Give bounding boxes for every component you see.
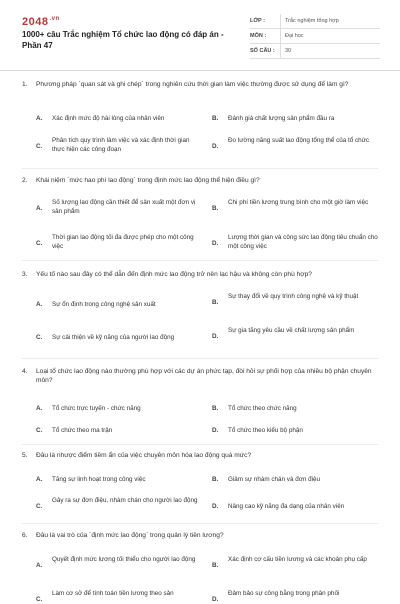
meta-table xyxy=(250,14,380,59)
question-text: Đâu là nhược điểm tiềm ẩn của việc chuyên môn hóa lao động quá mức? xyxy=(36,452,252,459)
meta-label: SỐ CÂU : xyxy=(250,48,275,54)
question-number: 6. xyxy=(22,532,28,539)
question-text: Phương pháp `quan sát và ghi chép` trong nghiên cứu thời gian làm việc thường được sử dụng để làm gì? xyxy=(36,81,349,88)
question-text: Đâu là vai trò của `định mức lao động` trong quản lý tiền lương? xyxy=(36,532,224,539)
question-divider xyxy=(22,358,378,359)
header-divider xyxy=(0,70,400,71)
meta-row-subject xyxy=(250,29,380,44)
question-number: 1. xyxy=(22,81,28,88)
question-number: 5. xyxy=(22,452,28,459)
meta-label: LỚP : xyxy=(250,18,265,24)
page-header xyxy=(0,0,400,80)
question-text: Yếu tố nào sau đây có thể dẫn đến định mức lao động trở nên lạc hậu và không còn phù hợp? xyxy=(36,271,312,278)
question-divider xyxy=(22,168,378,169)
meta-value: Trắc nghiệm tổng hợp xyxy=(280,14,380,28)
question-divider xyxy=(22,523,378,524)
document-page: $2048^{.vn}$ 1000+ câu Trắc nghiệm Tổ chức lao động có đáp án - Phần 47 LỚP : Trắc nghiệm tổng hợp MÔN : Đại học SỐ CÂU : 30 1. Phương pháp `quan sát và ghi chép` trong nghiên cứu thời gian làm việc thường được sử dụng để làm gì? A. Xác định mức độ hài lòng của nhân viên B. Đánh giá chất lượng sản phẩm đầu ra C. Phân tích quy trình làm việc và xác định thời gian thực hiện các công đoạn D. Đo lường năng suất lao động tổng thể của tổ chức 2. Khái niệm `mức hao phí lao động` trong định mức lao động thể hiện điều gì? A. Số lượng lao động cần thiết để sản xuất một đơn vị sản phẩm B. Chi phí tiền lương trung bình cho một giờ làm việc C. Thời gian lao động tối đa được phép cho một công việc D. Lượng thời gian và công sức lao động tiêu chuẩn cho một công việc 3. Yếu tố nào sau đây có thể dẫn đến định mức lao động trở nên lạc hậu và không còn phù hợp? A. Sự ổn định trong công nghệ sản xuất B. Sự thay đổi về quy trình công nghệ và kỹ thuật C. Sự cải thiện về kỹ năng của người lao động D. Sự gia tăng yêu cầu về chất lượng sản phẩm 4. Loại tổ chức lao động nào thường phù hợp với các dự án phức tạp, đòi hỏi sự phối hợp của nhiều bộ phận chuyên môn? A. Tổ chức trực tuyến - chức năng B. Tổ chức theo chức năng C. Tổ chức theo ma trận D. Tổ chức theo kiểu bộ phận 5. Đâu là nhược điểm tiềm ẩn của việc chuyên môn hóa lao động quá mức? A. Tăng sự linh hoạt trong công việc B. Giảm sự nhàm chán và đơn điệu C. Gây ra sự đơn điệu, nhàm chán cho người lao động D. Nâng cao kỹ năng đa dạng của nhân viên 6. Đâu là vai trò của `định mức lao động` trong quản lý tiền lương? A. Quyết định mức lương tối thiểu cho người lao động B. Xác định cơ cấu tiền lương và các khoản phụ cấp C. Làm cơ sở để tính toán tiền lương theo sản D. Đảm bảo sự công bằng trong phân phối xyxy=(0,0,400,600)
question-number: 4. xyxy=(22,368,28,375)
question-number: 2. xyxy=(22,177,28,184)
meta-row-count xyxy=(250,44,380,59)
document-title: 1000+ câu Trắc nghiệm Tổ chức lao động có đáp án - Phần 47 xyxy=(22,30,224,50)
meta-value: Đại học xyxy=(280,29,380,43)
meta-row-class xyxy=(250,14,380,29)
question-text: Loại tổ chức lao động nào thường phù hợp với các dự án phức tạp, đòi hỏi sự phối hợp của nhiều bộ phận chuyên môn? xyxy=(36,368,372,385)
site-logo[interactable]: $2048^{.vn}$ xyxy=(22,16,60,28)
question-divider xyxy=(22,444,378,445)
meta-label: MÔN : xyxy=(250,33,267,39)
question-text: Khái niệm `mức hao phí lao động` trong định mức lao động thể hiện điều gì? xyxy=(36,177,260,184)
question-number: 3. xyxy=(22,271,28,278)
meta-value: 30 xyxy=(280,44,380,58)
question-divider xyxy=(22,260,378,261)
